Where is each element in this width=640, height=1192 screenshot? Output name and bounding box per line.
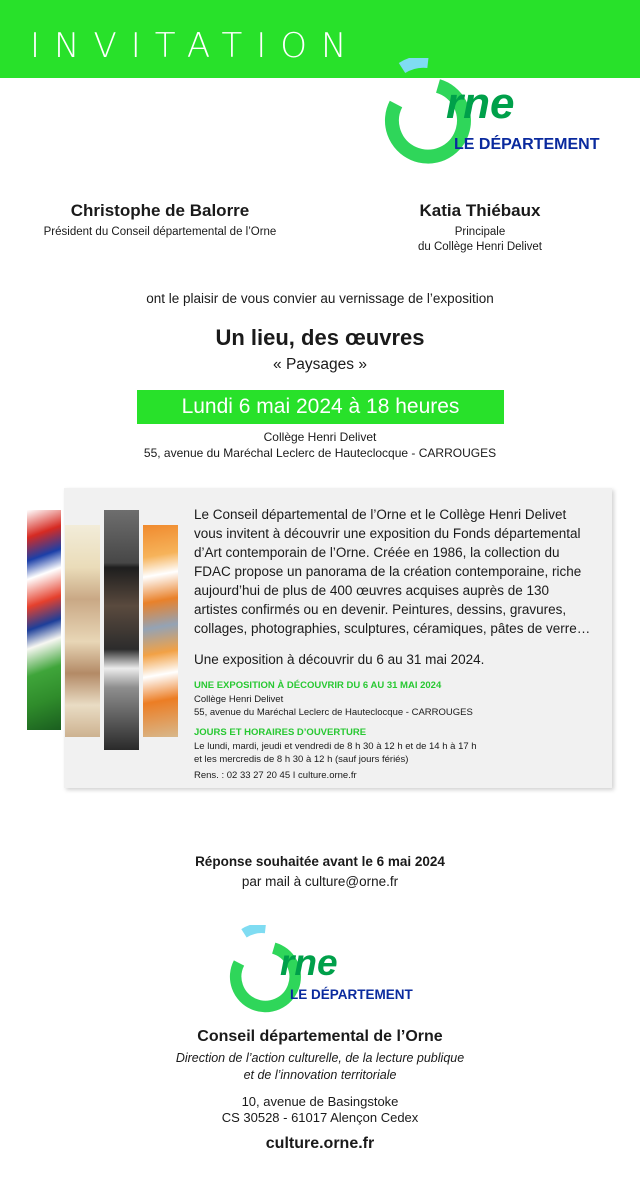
host-role-line: Principale (454, 226, 506, 238)
footer-direction-line: et de l’innovation territoriale (243, 1068, 397, 1082)
contact-line: Rens. : 02 33 27 20 45 I culture.orne.fr (194, 770, 357, 781)
section-heading-hours: JOURS ET HORAIRES D’OUVERTURE (194, 727, 367, 738)
host-right (360, 201, 600, 255)
footer-address-line: CS 30528 - 61017 Alençon Cedex (221, 1110, 419, 1125)
hours-line: et les mercredis de 8 h 30 à 12 h (sauf jours fériés) (194, 754, 409, 765)
artwork-strip-1 (27, 510, 61, 730)
host-left (20, 201, 300, 240)
exhibition-subtitle: « Paysages » (273, 356, 367, 373)
footer-website[interactable]: culture.orne.fr (265, 1135, 375, 1152)
details-venue-line: 55, avenue du Maréchal Leclerc de Hauteclocque - CARROUGES (194, 707, 473, 718)
invite-line: ont le plaisir de vous convier au vernissage de l’exposition (146, 291, 494, 306)
host-role (360, 225, 600, 255)
details-paragraph: Le Conseil départemental de l’Orne et le Collège Henri Delivet vous invitent à découvrir une exposition du Fonds départemental d’Art contemporain de l’Orne. Créée en 1986, la collection du FDAC propose un panorama de la création contemporaine, riche aujourd’hui de plus de 400 œuvres acquises auprès de 130 artistes confirmés ou en devenir. Peintures, dessins, gravures, collages, photographies, sculptures, céramiques, pâtes de verre… (194, 507, 591, 636)
venue-name: Collège Henri Delivet (263, 430, 377, 444)
venue-address: 55, avenue du Maréchal Leclerc de Hauteclocque - CARROUGES (143, 446, 497, 460)
host-role: Président du Conseil départemental de l’Orne (43, 226, 277, 238)
exhibition-title: Un lieu, des œuvres (215, 325, 425, 350)
footer-address-line: 10, avenue de Basingstoke (241, 1094, 399, 1109)
footer-org: Conseil départemental de l’Orne (197, 1028, 443, 1045)
rsvp-email: par mail à culture@orne.fr (241, 874, 399, 889)
host-name: Christophe de Balorre (70, 201, 250, 220)
artwork-strip-3 (104, 510, 139, 750)
event-date: Lundi 6 mai 2024 à 18 heures (137, 390, 504, 424)
banner-title: INVITATION (30, 26, 361, 66)
section-heading-exhibition: UNE EXPOSITION À DÉCOUVRIR DU 6 AU 31 MAI 2024 (194, 680, 442, 691)
details-venue-line: Collège Henri Delivet (194, 694, 284, 705)
rsvp-deadline: Réponse souhaitée avant le 6 mai 2024 (195, 854, 445, 869)
host-name: Katia Thiébaux (419, 201, 541, 220)
details-paragraph-2: Une exposition à découvrir du 6 au 31 mai 2024. (194, 652, 485, 667)
artwork-strip-4 (143, 525, 178, 737)
logo-word: rne (280, 942, 338, 983)
host-role-line: du Collège Henri Delivet (417, 241, 542, 253)
orne-logo-top (372, 58, 622, 173)
logo-word: rne (446, 79, 515, 128)
hours-line: Le lundi, mardi, jeudi et vendredi de 8 h 30 à 12 h et de 14 h à 17 h (194, 741, 477, 752)
logo-subtitle: LE DÉPARTEMENT (454, 136, 600, 153)
footer-direction-line: Direction de l’action culturelle, de la lecture publique (175, 1051, 465, 1065)
logo-subtitle: LE DÉPARTEMENT (290, 987, 413, 1002)
orne-logo-bottom (218, 925, 438, 1020)
artwork-strip-2 (65, 525, 100, 737)
